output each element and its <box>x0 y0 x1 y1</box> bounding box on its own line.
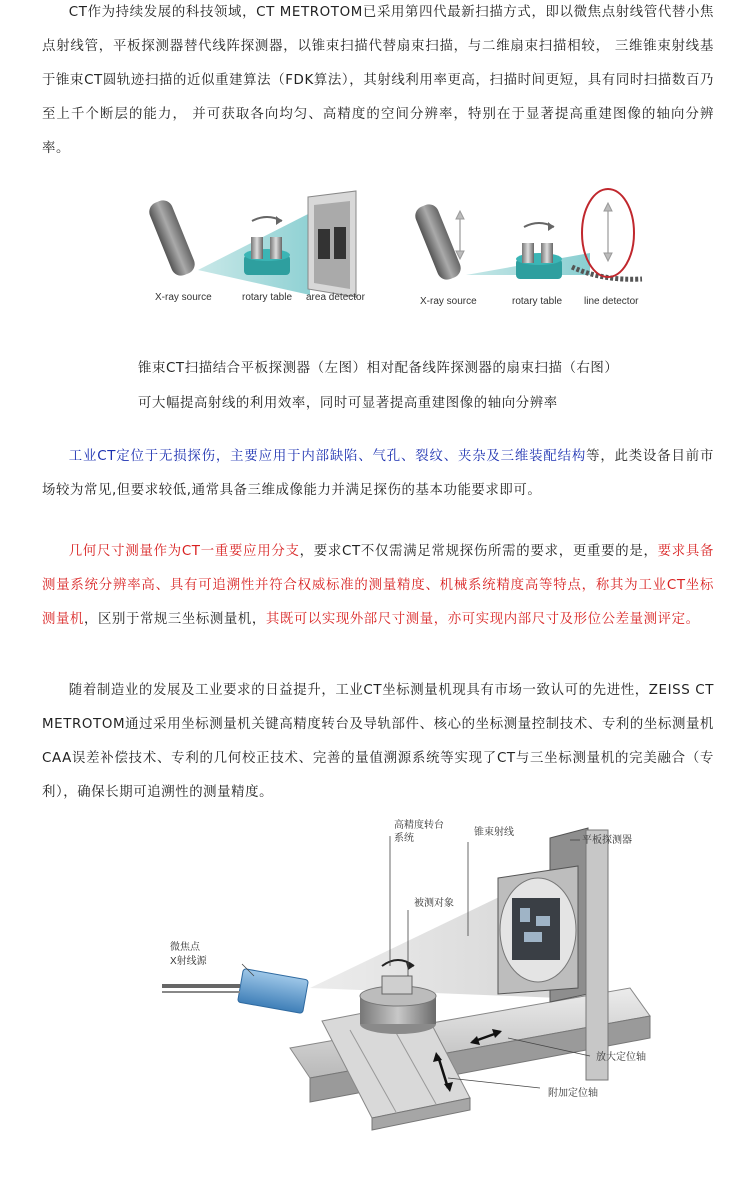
cone-beam-setup <box>146 191 365 303</box>
label-rotary-table-left: rotary table <box>242 292 293 303</box>
ndt-highlight: 工业CT定位于无损探伤，主要应用于内部缺陷、气孔、裂纹、夹杂及三维装配结构 <box>68 449 587 464</box>
label-line-detector: line detector <box>584 296 639 307</box>
label-xray-source-left: X-ray source <box>155 292 212 303</box>
metrology-black-1: ，要求CT不仅需满足常规探伤所需的要求，更重要的是， <box>299 544 658 559</box>
measured-object <box>382 976 412 994</box>
metrotom-paragraph: 随着制造业的发展及工业要求的日益提升，工业CT坐标测量机现具有市场一致认可的先进性，ZEISS CT METROTOM通过采用坐标测量机关键高精度转台及导轨部件、核心的坐标测量控制技术、专利的坐标测量机CAA误差补偿技术、专利的几何校正技术、完善的量值溯源系统等实现了CT与三坐标测量机的完美融合（专利），确保长期可追溯性的测量精度。 <box>42 683 714 800</box>
metrotom-system-diagram <box>150 816 710 1136</box>
x-ray-tube-icon <box>412 201 463 282</box>
metrology-red-2: 要求具备测量系统分辨率高、具有可追溯性并符合权威标准的测量精度、机械系统精度高等特点，称其为工业CT坐标测量机 <box>42 544 714 627</box>
label-turntable-2: 系统 <box>394 833 414 844</box>
scan-comparison-figure <box>0 185 750 335</box>
label-source-2: X射线源 <box>170 956 207 967</box>
label-turntable-1: 高精度转台 <box>394 820 444 831</box>
x-ray-tube-icon <box>146 197 197 278</box>
figure1-caption-line1: 锥束CT扫描结合平板探测器（左图）相对配备线阵探测器的扇束扫描（右图） <box>138 361 619 376</box>
metrology-paragraph <box>42 535 714 637</box>
intro-paragraph: CT作为持续发展的科技领域，CT METROTOM已采用第四代最新扫描方式，即以微焦点射线管代替小焦点射线管，平板探测器替代线阵探测器，以锥束扫描代替扇束扫描，与二维扇束扫描相较， 三维锥束射线基于锥束CT圆轨迹扫描的近似重建算法（FDK算法），其射线利用率更高，扫描时间更短，具有同时扫描数百乃至上千个断层的能力， 并可获取各向均匀、高精度的空间分辨率，特别在于显著提高重建图像的轴向分辨率。 <box>42 5 714 156</box>
fan-beam-setup <box>412 189 642 307</box>
label-cone-beam: 锥束射线 <box>474 827 514 838</box>
figure1-caption-line2: 可大幅提高射线的利用效率，同时可显著提高重建图像的轴向分辨率 <box>138 396 558 411</box>
label-object: 被测对象 <box>414 898 454 909</box>
label-xray-source-right: X-ray source <box>420 296 477 307</box>
label-additional-axis: 附加定位轴 <box>548 1088 598 1099</box>
label-source-1: 微焦点 <box>170 942 200 953</box>
metrology-red-3: 其既可以实现外部尺寸测量，亦可实现内部尺寸及形位公差量测评定。 <box>265 612 700 627</box>
metrology-red-1: 几何尺寸测量作为CT一重要应用分支 <box>68 544 300 559</box>
label-rotary-table-right: rotary table <box>512 296 563 307</box>
ndt-paragraph <box>42 440 714 508</box>
ndt-rest: 等，此类设备目前市场较为常见,但要求较低,通常具备三维成像能力并满足探伤的基本功能要求即可。 <box>42 449 714 498</box>
label-area-detector: area detector <box>306 292 365 303</box>
x-ray-source-icon <box>238 969 309 1014</box>
metrology-black-2: ，区别于常规三坐标测量机， <box>83 612 266 627</box>
label-magnification-axis: 放大定位轴 <box>596 1052 646 1063</box>
label-flat-panel: 平板探测器 <box>582 835 632 846</box>
